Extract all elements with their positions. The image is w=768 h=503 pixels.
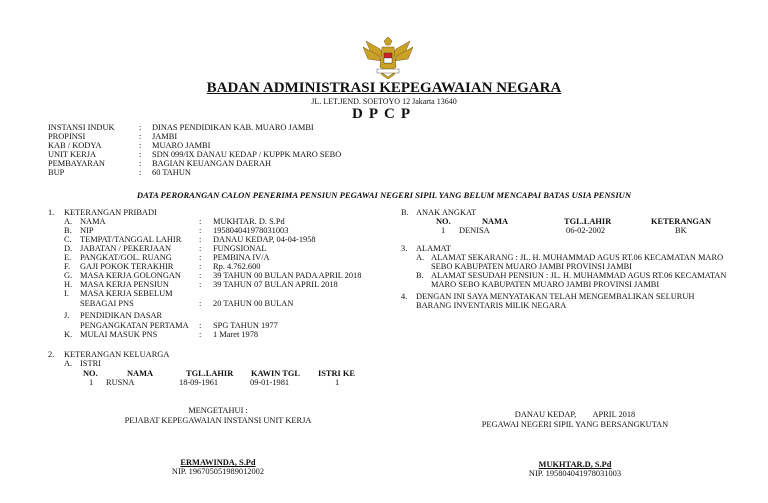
item-letter: B. [401,208,409,217]
section-number: 1. [48,208,55,217]
official-name: ERMAWINDA, S.Pd [180,458,256,467]
item-value: SPG TAHUN 1977 [213,321,278,330]
item-value: Rp. 4.762.600 [213,262,261,271]
table-header: NAMA [482,217,509,226]
item-letter: A. [64,217,73,226]
info-value: JAMBI [152,132,178,141]
item-letter: B. [416,271,424,280]
info-value: BAGIAN KEUANGAN DAERAH [152,159,272,168]
agency-address: JL. LET.JEND. SOETOYO 12 Jakarta 13640 [311,97,457,106]
item-colon: : [199,280,202,289]
address-after-retirement: ALAMAT SESUDAH PENSIUN : JL. H. MUHAMMAD AGUS RT.06 KECAMATAN [431,271,727,280]
table-header: KAWIN TGL [251,369,300,378]
item-label: MASA KERJA PENSIUN [80,280,169,289]
place-date: DANAU KEDAP, APRIL 2018 [514,410,636,419]
item-letter: D. [64,244,73,253]
item-colon: : [199,330,202,339]
section-number: 3. [401,244,408,253]
employee-title: PEGAWAI NEGERI SIPIL YANG BERSANGKUTAN [481,420,669,429]
page-title: BADAN ADMINISTRASI KEPEGAWAIAN NEGARA [206,80,562,96]
item-colon: : [199,235,202,244]
item-value: MUKHTAR. D. S.Pd [213,217,285,226]
info-label: INSTANSI INDUK [48,123,115,132]
section-heading: ALAMAT [416,244,451,253]
table-header: NO. [436,217,451,226]
table-cell: BK [675,226,687,235]
item-label: SEBAGAI PNS [80,299,134,308]
item-value: 39 TAHUN 07 BULAN APRIL 2018 [213,280,338,289]
item-colon: : [199,262,202,271]
official-nip: NIP. 196705051989012002 [171,467,265,476]
info-colon: : [139,141,142,150]
statement-line: DENGAN INI SAYA MENYATAKAN TELAH MENGEMBALIKAN SELURUH [416,292,695,301]
table-header: NO. [83,369,98,378]
info-value: 60 TAHUN [152,168,191,177]
info-colon: : [139,132,142,141]
item-letter: G. [64,271,73,280]
item-value: 20 TAHUN 00 BULAN [213,299,294,308]
document-code: DPCP [352,106,416,122]
official-title: PEJABAT KEPEGAWAIAN INSTANSI UNIT KERJA [124,416,312,425]
item-label: NIP [80,226,94,235]
table-header: TGL.LAHIR [564,217,612,226]
section-heading: KETERANGAN KELUARGA [64,350,170,359]
item-value: DANAU KEDAP, 04-04-1958 [213,235,316,244]
table-cell: 06-02-2002 [566,226,606,235]
info-colon: : [139,159,142,168]
info-label: PEMBAYARAN [48,159,105,168]
info-value: DINAS PENDIDIKAN KAB. MUARO JAMBI [152,123,314,132]
address-current: ALAMAT SEKARANG : JL. H. MUHAMMAD AGUS RT.06 KECAMATAN MARO [431,253,724,262]
item-label: TEMPAT/TANGGAL LAHIR [80,235,182,244]
address-current-cont: SEBO KABUPATEN MUARO JAMBI PROVINSI JAMBI [431,262,632,271]
item-label: MASA KERJA GOLONGAN [80,271,181,280]
employee-nip: NIP. 195804041978031003 [528,469,622,478]
item-letter: E. [64,253,72,262]
item-label: PENGANGKATAN PERTAMA [80,321,189,330]
item-letter: J. [64,311,70,320]
table-cell: RUSNA [106,378,135,387]
subsection-heading: ANAK ANGKAT [416,208,477,217]
info-value: SDN 099/IX DANAU KEDAP / KUPPK MARO SEBO [152,150,342,159]
item-letter: A. [416,253,425,262]
item-label: PENDIDIKAN DASAR [80,311,163,320]
info-label: UNIT KERJA [48,150,97,159]
garuda-emblem [358,33,418,79]
subsection-heading: ISTRI [80,359,101,368]
section-number: 4. [401,292,408,301]
table-cell: 18-09-1961 [179,378,219,387]
item-value: FUNGSIONAL [213,244,267,253]
table-cell: 1 [335,378,340,387]
item-label: PANGKAT/GOL. RUANG [80,253,172,262]
table-cell: 09-01-1981 [250,378,290,387]
table-header: NAMA [127,369,154,378]
item-value: 39 TAHUN 00 BULAN PADA APRIL 2018 [213,271,362,280]
item-letter: K. [64,330,73,339]
table-header: ISTRI KE [318,369,356,378]
info-label: KAB / KODYA [48,141,102,150]
section-title: DATA PERORANGAN CALON PENERIMA PENSIUN PEGAWAI NEGERI SIPIL YANG BELUM MENCAPAI BATAS USIA PENSIUN [136,190,632,200]
table-cell: 1 [89,378,94,387]
item-letter: A. [64,359,73,368]
table-header: TGL.LAHIR [186,369,234,378]
item-colon: : [199,299,202,308]
item-colon: : [199,226,202,235]
item-colon: : [199,271,202,280]
table-cell: 1 [441,226,446,235]
section-number: 2. [48,350,55,359]
item-value: PEMBINA IV/A [213,253,270,262]
table-header: KETERANGAN [651,217,712,226]
item-colon: : [199,217,202,226]
item-value: 195804041978031003 [213,226,289,235]
item-colon: : [199,321,202,330]
item-colon: : [199,253,202,262]
item-value: 1 Maret 1978 [213,330,259,339]
employee-name: MUKHTAR.D, S.Pd [538,460,612,469]
table-cell: DENISA [459,226,490,235]
item-letter: C. [64,235,72,244]
item-colon: : [199,244,202,253]
info-colon: : [139,150,142,159]
info-label: PROPINSI [48,132,86,141]
info-colon: : [139,123,142,132]
item-label: GAJI POKOK TERAKHIR [80,262,174,271]
item-label: MULAI MASUK PNS [80,330,158,339]
address-after-retirement-cont: MARO SEBO KABUPATEN MUARO JAMBI PROVINSI JAMBI [431,280,660,289]
info-colon: : [139,168,142,177]
statement-line: BARANG INVENTARIS MILIK NEGARA [416,301,567,310]
item-label: NAMA [80,217,106,226]
item-letter: F. [64,262,71,271]
item-label: JABATAN / PEKERJAAN [80,244,171,253]
info-value: MUARO JAMBI [152,141,211,150]
item-letter: H. [64,280,73,289]
item-letter: I. [64,289,69,298]
item-label: MASA KERJA SEBELUM [80,289,173,298]
section-heading: KETERANGAN PRIBADI [64,208,157,217]
info-label: BUP [48,168,65,177]
item-letter: B. [64,226,72,235]
acknowledged-label: MENGETAHUI : [188,406,248,415]
